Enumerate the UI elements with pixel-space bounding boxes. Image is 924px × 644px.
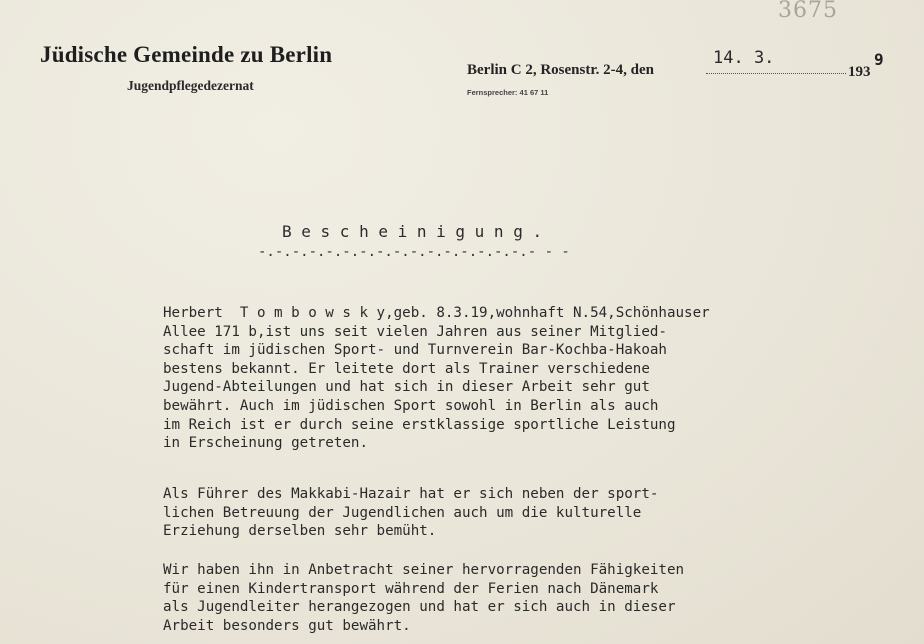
text-line: Allee 171 b,ist uns seit vielen Jahren aus seiner Mitglied- bbox=[163, 323, 667, 340]
text-line: Herbert T o m b o w s k y,geb. 8.3.19,wohnhaft N.54,Schönhauser bbox=[163, 305, 710, 321]
text-line: für einen Kindertransport während der Ferien nach Dänemark bbox=[163, 580, 659, 597]
sender-address: Berlin C 2, Rosenstr. 2-4, den bbox=[467, 62, 654, 78]
year-prefix: 193 bbox=[848, 64, 871, 80]
text-line: im Reich ist er durch seine erstklassige sportliche Leistung bbox=[163, 416, 676, 433]
text-line: Erziehung derselben sehr bemüht. bbox=[163, 523, 437, 540]
document-heading: B e s c h e i n i g u n g . bbox=[282, 222, 543, 241]
text-line: Arbeit besonders gut bewährt. bbox=[163, 617, 411, 634]
paragraph-2 bbox=[163, 485, 658, 541]
heading-underline: -.-.-.-.-.-.-.-.-.-.-.-.-.-.-.-.- - - bbox=[258, 244, 570, 260]
organization-name: Jüdische Gemeinde zu Berlin bbox=[40, 42, 333, 67]
paragraph-3 bbox=[163, 561, 684, 635]
archive-number: 3675 bbox=[778, 0, 838, 23]
text-line: als Jugendleiter herangezogen und hat er sich auch in dieser bbox=[163, 599, 676, 616]
text-line: Jugend-Abteilungen und hat sich in dieser Arbeit sehr gut bbox=[163, 379, 650, 396]
text-line: lichen Betreuung der Jugendlichen auch um die kulturelle bbox=[163, 504, 642, 521]
letter-date: 14. 3. bbox=[713, 48, 775, 68]
paragraph-1 bbox=[163, 304, 710, 453]
text-line: schaft im jüdischen Sport- und Turnverein Bar-Kochba-Hakoah bbox=[163, 342, 667, 359]
phone-number: Fernsprecher: 41 67 11 bbox=[467, 88, 549, 97]
date-dotted-line bbox=[706, 73, 846, 74]
text-line: bestens bekannt. Er leitete dort als Trainer verschiedene bbox=[163, 360, 650, 377]
year-suffix: 9 bbox=[874, 50, 884, 69]
text-line: Als Führer des Makkabi-Hazair hat er sich neben der sport- bbox=[163, 486, 659, 502]
text-line: in Erscheinung getreten. bbox=[163, 435, 368, 452]
text-line: bewährt. Auch im jüdischen Sport sowohl in Berlin als auch bbox=[163, 397, 659, 414]
text-line: Wir haben ihn in Anbetracht seiner hervorragenden Fähigkeiten bbox=[163, 562, 685, 578]
department-name: Jugendpflegedezernat bbox=[127, 78, 254, 93]
